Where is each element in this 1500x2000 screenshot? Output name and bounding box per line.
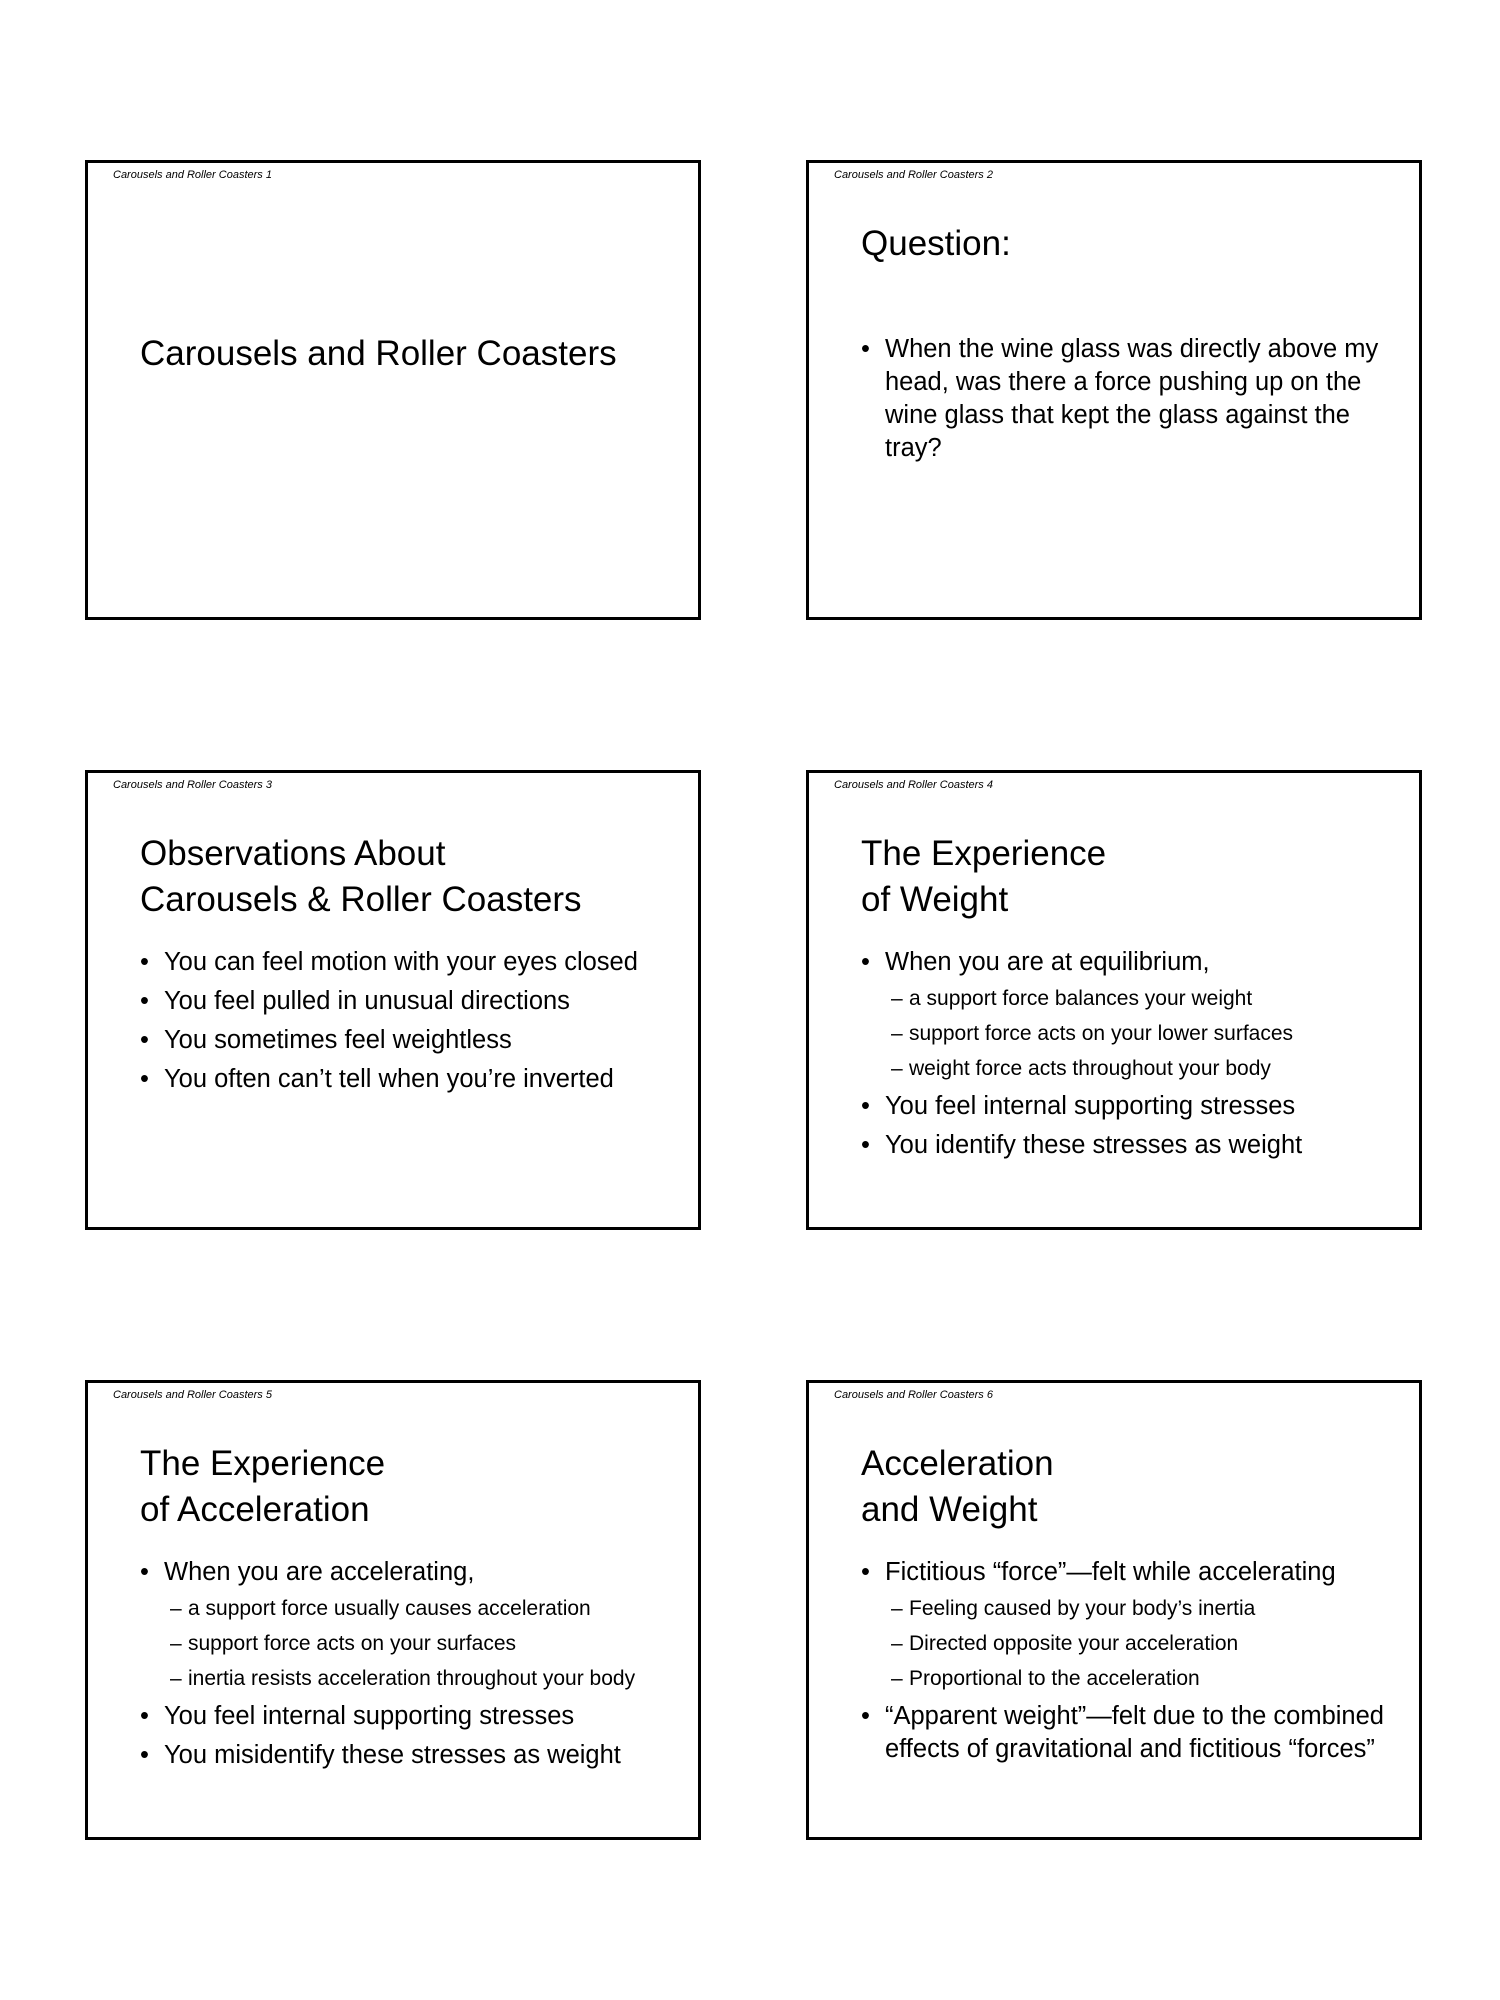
slide-header: Carousels and Roller Coasters 3 xyxy=(113,779,272,791)
sub-bullet-item: – Feeling caused by your body’s inertia xyxy=(861,1595,1411,1622)
slide-header: Carousels and Roller Coasters 2 xyxy=(834,169,993,181)
bullet-item: • You feel internal supporting stresses xyxy=(140,1700,690,1733)
sub-bullet-item: – a support force usually causes acceleration xyxy=(140,1595,690,1622)
bullet-item: • You sometimes feel weightless xyxy=(140,1024,690,1057)
bullet-item: • You can feel motion with your eyes closed xyxy=(140,946,690,979)
slide-5 xyxy=(85,1380,701,1840)
sub-bullet-item: – weight force acts throughout your body xyxy=(861,1055,1411,1082)
slide-4 xyxy=(806,770,1422,1230)
bullet-item: • You feel pulled in unusual directions xyxy=(140,985,690,1018)
bullet-list xyxy=(140,946,690,1102)
sub-bullet-item: – Directed opposite your acceleration xyxy=(861,1630,1411,1657)
slide-title: The Experience of Weight xyxy=(861,834,1107,919)
bullet-list xyxy=(861,946,1411,1168)
bullet-item: • Fictitious “force”—felt while accelerating xyxy=(861,1556,1411,1589)
slide-title: Acceleration and Weight xyxy=(861,1444,1054,1529)
sub-bullet-item: – a support force balances your weight xyxy=(861,985,1411,1012)
slide-1 xyxy=(85,160,701,620)
bullet-item: • You often can’t tell when you’re inverted xyxy=(140,1063,690,1096)
sub-bullet-item: – support force acts on your lower surfaces xyxy=(861,1020,1411,1047)
sub-bullet-item: – support force acts on your surfaces xyxy=(140,1630,690,1657)
slide-6 xyxy=(806,1380,1422,1840)
slide-2 xyxy=(806,160,1422,620)
sub-bullet-item: – inertia resists acceleration throughout your body xyxy=(140,1665,690,1692)
bullet-item: • When the wine glass was directly above my head, was there a force pushing up on the wine glass that kept the glass against the tray? xyxy=(861,333,1411,465)
bullet-item: • When you are accelerating, xyxy=(140,1556,690,1589)
slide-title: Observations About Carousels & Roller Coasters xyxy=(140,834,582,919)
bullet-item: • “Apparent weight”—felt due to the combined effects of gravitational and fictitious “forces” xyxy=(861,1700,1411,1766)
bullet-list xyxy=(140,1556,690,1778)
slide-title: Carousels and Roller Coasters xyxy=(140,334,617,373)
bullet-list xyxy=(861,1556,1411,1772)
slide-3 xyxy=(85,770,701,1230)
bullet-item: • You misidentify these stresses as weight xyxy=(140,1739,690,1772)
bullet-list xyxy=(861,333,1411,471)
slide-title: Question: xyxy=(861,224,1011,263)
slide-title: The Experience of Acceleration xyxy=(140,1444,386,1529)
bullet-item: • When you are at equilibrium, xyxy=(861,946,1411,979)
slide-header: Carousels and Roller Coasters 5 xyxy=(113,1389,272,1401)
slide-header: Carousels and Roller Coasters 4 xyxy=(834,779,993,791)
slide-header: Carousels and Roller Coasters 1 xyxy=(113,169,272,181)
bullet-item: • You feel internal supporting stresses xyxy=(861,1090,1411,1123)
bullet-item: • You identify these stresses as weight xyxy=(861,1129,1411,1162)
slide-header: Carousels and Roller Coasters 6 xyxy=(834,1389,993,1401)
sub-bullet-item: – Proportional to the acceleration xyxy=(861,1665,1411,1692)
